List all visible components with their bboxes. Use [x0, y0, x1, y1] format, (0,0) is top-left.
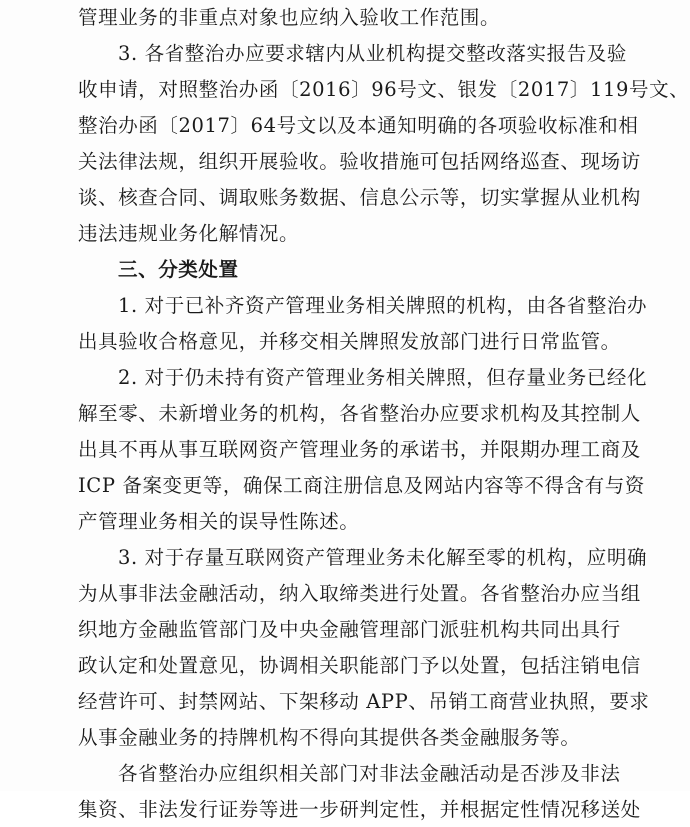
text-line: 出具不再从事互联网资产管理业务的承诺书，并限期办理工商及: [78, 438, 641, 461]
text-line: 收申请，对照整治办函〔2016〕96号文、银发〔2017〕119号文、: [78, 78, 690, 101]
text-line: 谈、核查合同、调取账务数据、信息公示等，切实掌握从业机构: [78, 186, 641, 209]
text-line: 2. 对于仍未持有资产管理业务相关牌照，但存量业务已经化: [118, 366, 648, 389]
text-line: 织地方金融监管部门及中央金融管理部门派驻机构共同出具行: [78, 618, 621, 641]
text-line: ICP 备案变更等，确保工商注册信息及网站内容等不得含有与资: [78, 474, 645, 497]
text-line: 各省整治办应组织相关部门对非法金融活动是否涉及非法: [118, 762, 621, 785]
text-line: 出具验收合格意见，并移交相关牌照发放部门进行日常监管。: [78, 330, 621, 353]
text-line: 集资、非法发行证券等进一步研判定性，并根据定性情况移送处: [78, 798, 641, 821]
text-line: 经营许可、封禁网站、下架移动 APP、吊销工商营业执照，要求: [78, 690, 650, 713]
text-line: 管理业务的非重点对象也应纳入验收工作范围。: [78, 6, 501, 29]
text-line: 1. 对于已补齐资产管理业务相关牌照的机构，由各省整治办: [118, 294, 648, 317]
text-line: 3. 各省整治办应要求辖内从业机构提交整改落实报告及验: [118, 42, 628, 65]
text-line: 解至零、未新增业务的机构，各省整治办应要求机构及其控制人: [78, 402, 641, 425]
text-line: 违法违规业务化解情况。: [78, 222, 300, 245]
text-line: 整治办函〔2017〕64号文以及本通知明确的各项验收标准和相: [78, 114, 639, 137]
text-line: 为从事非法金融活动，纳入取缔类进行处置。各省整治办应当组: [78, 582, 641, 605]
section-heading: 三、分类处置: [118, 258, 239, 281]
text-line: 关法律法规，组织开展验收。验收措施可包括网络巡查、现场访: [78, 150, 641, 173]
text-line: 政认定和处置意见，协调相关职能部门予以处置，包括注销电信: [78, 654, 641, 677]
text-line: 3. 对于存量互联网资产管理业务未化解至零的机构，应明确: [118, 546, 648, 569]
text-line: 从事金融业务的持牌机构不得向其提供各类金融服务等。: [78, 726, 581, 749]
text-line: 产管理业务相关的误导性陈述。: [78, 510, 360, 533]
